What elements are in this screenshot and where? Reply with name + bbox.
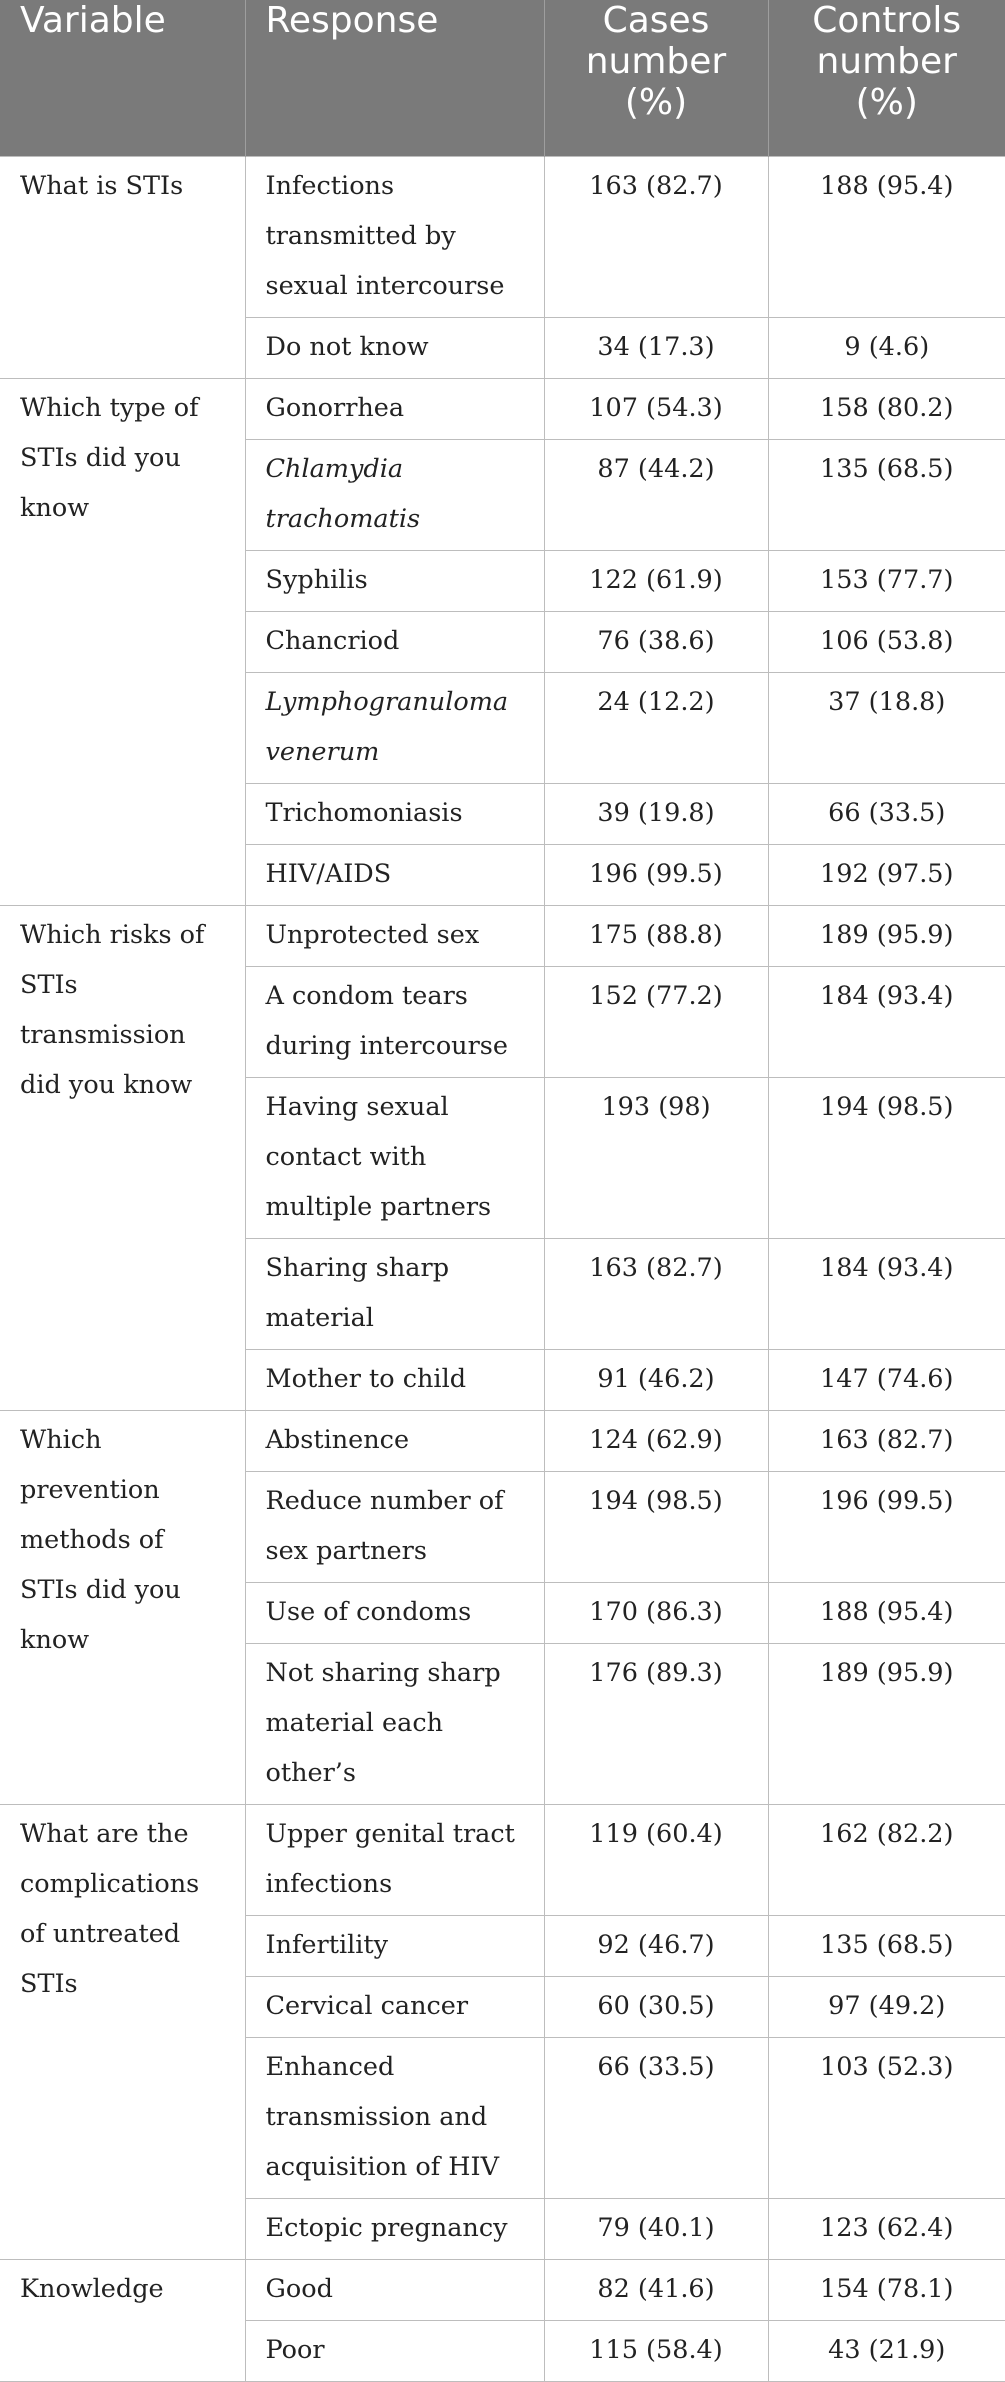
cases-cell: 122 (61.9) <box>544 551 768 612</box>
controls-cell: 9 (4.6) <box>768 318 1005 379</box>
response-cell: Infections transmitted by sexual intercourse <box>245 157 544 318</box>
header-variable: Variable <box>0 0 245 157</box>
cases-cell: 175 (88.8) <box>544 906 768 967</box>
controls-cell: 184 (93.4) <box>768 1239 1005 1350</box>
response-cell: Sharing sharp material <box>245 1239 544 1350</box>
response-cell: HIV/AIDS <box>245 845 544 906</box>
cases-cell: 82 (41.6) <box>544 2260 768 2321</box>
response-cell: A condom tears during intercourse <box>245 967 544 1078</box>
cases-cell: 152 (77.2) <box>544 967 768 1078</box>
controls-cell: 135 (68.5) <box>768 1916 1005 1977</box>
cases-cell: 79 (40.1) <box>544 2199 768 2260</box>
cases-cell: 60 (30.5) <box>544 1977 768 2038</box>
controls-cell: 123 (62.4) <box>768 2199 1005 2260</box>
table-header <box>0 0 1005 157</box>
response-cell: Syphilis <box>245 551 544 612</box>
cases-cell: 92 (46.7) <box>544 1916 768 1977</box>
response-cell: Lymphogranuloma venerum <box>245 673 544 784</box>
cases-cell: 163 (82.7) <box>544 157 768 318</box>
controls-cell: 194 (98.5) <box>768 1078 1005 1239</box>
response-cell: Good <box>245 2260 544 2321</box>
table-row <box>0 157 1005 318</box>
cases-cell: 76 (38.6) <box>544 612 768 673</box>
response-cell: Enhanced transmission and acquisition of HIV <box>245 2038 544 2199</box>
response-cell: Reduce number of sex partners <box>245 1472 544 1583</box>
header-controls: Controls number (%) <box>768 0 1005 157</box>
response-cell: Use of condoms <box>245 1583 544 1644</box>
controls-cell: 188 (95.4) <box>768 1583 1005 1644</box>
cases-cell: 24 (12.2) <box>544 673 768 784</box>
cases-cell: 39 (19.8) <box>544 784 768 845</box>
response-cell: Cervical cancer <box>245 1977 544 2038</box>
response-cell: Ectopic pregnancy <box>245 2199 544 2260</box>
cases-cell: 87 (44.2) <box>544 440 768 551</box>
cases-cell: 119 (60.4) <box>544 1805 768 1916</box>
variable-cell: Which type of STIs did you know <box>0 379 245 906</box>
variable-cell: Knowledge <box>0 2260 245 2382</box>
header-cases: Cases number (%) <box>544 0 768 157</box>
response-cell: Poor <box>245 2321 544 2382</box>
variable-cell: What is STIs <box>0 157 245 379</box>
response-cell: Chancriod <box>245 612 544 673</box>
controls-cell: 154 (78.1) <box>768 2260 1005 2321</box>
variable-cell: Which prevention methods of STIs did you know <box>0 1411 245 1805</box>
cases-cell: 170 (86.3) <box>544 1583 768 1644</box>
controls-cell: 153 (77.7) <box>768 551 1005 612</box>
cases-cell: 163 (82.7) <box>544 1239 768 1350</box>
controls-cell: 158 (80.2) <box>768 379 1005 440</box>
cases-cell: 34 (17.3) <box>544 318 768 379</box>
controls-cell: 97 (49.2) <box>768 1977 1005 2038</box>
header-row <box>0 0 1005 157</box>
controls-cell: 184 (93.4) <box>768 967 1005 1078</box>
cases-cell: 176 (89.3) <box>544 1644 768 1805</box>
header-response: Response <box>245 0 544 157</box>
response-cell: Infertility <box>245 1916 544 1977</box>
response-cell: Trichomoniasis <box>245 784 544 845</box>
response-cell: Unprotected sex <box>245 906 544 967</box>
controls-cell: 135 (68.5) <box>768 440 1005 551</box>
cases-cell: 193 (98) <box>544 1078 768 1239</box>
response-cell: Chlamydia trachomatis <box>245 440 544 551</box>
cases-cell: 91 (46.2) <box>544 1350 768 1411</box>
variable-cell: What are the complications of untreated STIs <box>0 1805 245 2260</box>
controls-cell: 192 (97.5) <box>768 845 1005 906</box>
cases-cell: 124 (62.9) <box>544 1411 768 1472</box>
cases-cell: 196 (99.5) <box>544 845 768 906</box>
controls-cell: 163 (82.7) <box>768 1411 1005 1472</box>
table-row <box>0 906 1005 967</box>
cases-cell: 107 (54.3) <box>544 379 768 440</box>
controls-cell: 188 (95.4) <box>768 157 1005 318</box>
cases-cell: 194 (98.5) <box>544 1472 768 1583</box>
table-row <box>0 1411 1005 1472</box>
response-cell: Upper genital tract infections <box>245 1805 544 1916</box>
table-row <box>0 379 1005 440</box>
controls-cell: 189 (95.9) <box>768 906 1005 967</box>
controls-cell: 66 (33.5) <box>768 784 1005 845</box>
response-cell: Mother to child <box>245 1350 544 1411</box>
controls-cell: 103 (52.3) <box>768 2038 1005 2199</box>
cases-cell: 66 (33.5) <box>544 2038 768 2199</box>
controls-cell: 162 (82.2) <box>768 1805 1005 1916</box>
controls-cell: 37 (18.8) <box>768 673 1005 784</box>
controls-cell: 147 (74.6) <box>768 1350 1005 1411</box>
controls-cell: 43 (21.9) <box>768 2321 1005 2382</box>
response-cell: Do not know <box>245 318 544 379</box>
response-cell: Having sexual contact with multiple partners <box>245 1078 544 1239</box>
variable-cell: Which risks of STIs transmission did you know <box>0 906 245 1411</box>
table-row <box>0 1805 1005 1916</box>
controls-cell: 196 (99.5) <box>768 1472 1005 1583</box>
table-body <box>0 157 1005 2382</box>
cases-cell: 115 (58.4) <box>544 2321 768 2382</box>
controls-cell: 189 (95.9) <box>768 1644 1005 1805</box>
response-cell: Gonorrhea <box>245 379 544 440</box>
response-cell: Abstinence <box>245 1411 544 1472</box>
table-row <box>0 2260 1005 2321</box>
response-cell: Not sharing sharp material each other’s <box>245 1644 544 1805</box>
controls-cell: 106 (53.8) <box>768 612 1005 673</box>
